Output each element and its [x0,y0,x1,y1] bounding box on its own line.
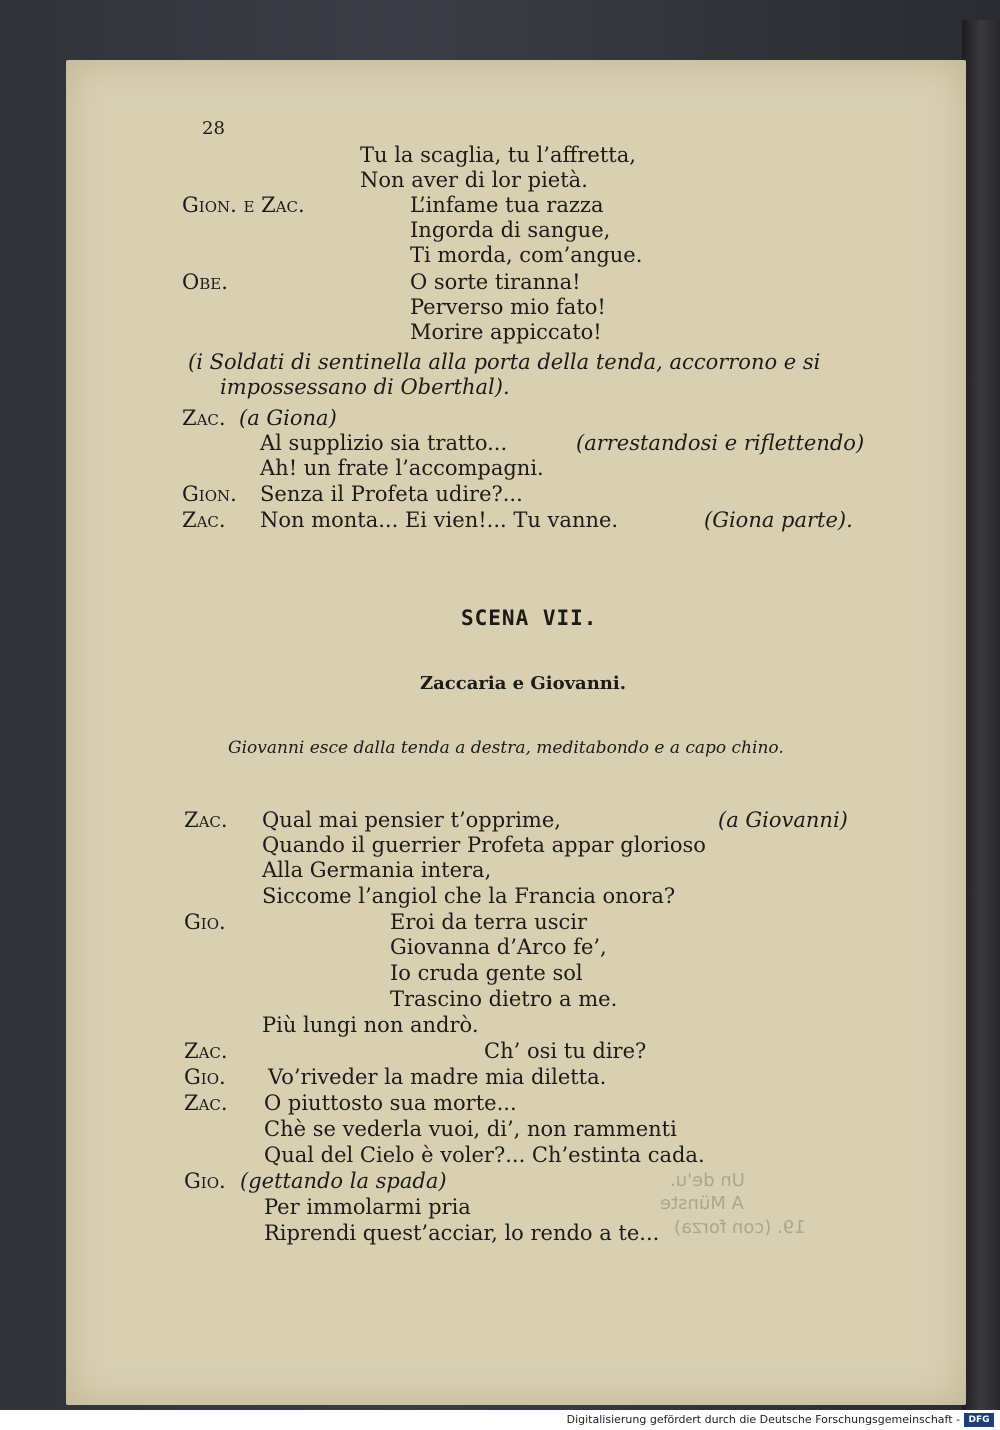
verse-line: Ti morda, com’angue. [410,243,643,267]
speaker-label: Gion. e Zac. [182,193,305,217]
dialog-line: Per immolarmi pria [264,1195,471,1219]
dialog-line: Al supplizio sia tratto... [260,431,508,455]
scene-persons: Zaccaria e Giovanni. [420,673,626,694]
stage-direction: impossessano di Oberthal). [220,375,510,399]
dialog-line: Qual del Cielo è voler?... Ch’estinta cada. [264,1143,705,1167]
dialog-line: (a Giona) [239,406,337,430]
dialog-line: (gettando la spada) [240,1169,447,1193]
page-number: 28 [202,118,225,139]
show-through-stamp-line: Un de'u. [670,1170,745,1191]
speaker-label: Zac. [184,1091,228,1115]
dialog-line: Senza il Profeta udire?... [260,482,523,506]
dialog-line: Più lungi non andrò. [262,1013,479,1037]
dialog-line: Ch’ osi tu dire? [484,1039,647,1063]
dialog-line: Trascino dietro a me. [390,987,618,1011]
dialog-line: Siccome l’angiol che la Francia onora? [262,884,676,908]
scene-title: SCENA VII. [461,606,598,630]
show-through-stamp-line: 19. (con forza) [674,1217,806,1238]
speaker-label: Zac. [184,1039,228,1063]
speaker-label: Gio. [184,1169,226,1193]
dialog-line: Eroi da terra uscir [390,910,587,934]
speaker-label: Zac. [182,406,226,430]
speaker-label: Gio. [184,910,226,934]
dialog-line: O piuttosto sua morte... [264,1091,517,1115]
dialog-line: Giovanna d’Arco fe’, [390,935,607,959]
dialog-line: Quando il guerrier Profeta appar glorioso [262,833,706,857]
dfg-logo: DFG [964,1413,994,1427]
aside-direction: (a Giovanni) [718,808,848,832]
book-page [66,60,966,1405]
show-through-stamp-line: A Münste [660,1193,744,1214]
verse-line: L’infame tua razza [410,193,604,217]
verse-line: Morire appiccato! [410,320,602,344]
dialog-line: Qual mai pensier t’opprime, [262,808,561,832]
dialog-line: Ah! un frate l’accompagni. [260,456,544,480]
speaker-label: Obe. [182,270,228,294]
verse-line: Tu la scaglia, tu l’affretta, [360,143,636,167]
dialog-line: Vo’riveder la madre mia diletta. [268,1065,607,1089]
verse-line: Ingorda di sangue, [410,218,611,242]
speaker-label: Gion. [182,482,237,506]
speaker-label: Gio. [184,1065,226,1089]
verse-line: O sorte tiranna! [410,270,581,294]
speaker-label: Zac. [184,808,228,832]
aside-direction: (arrestandosi e riflettendo) [576,431,865,455]
dialog-line: Chè se vederla vuoi, di’, non rammenti [264,1117,677,1141]
verse-line: Perverso mio fato! [410,295,606,319]
verse-line: Non aver di lor pietà. [360,168,588,192]
dialog-line: Io cruda gente sol [390,961,583,985]
speaker-label: Zac. [182,508,226,532]
dialog-line: Non monta... Ei vien!... Tu vanne. [260,508,619,532]
dialog-line: Riprendi quest’acciar, lo rendo a te... [264,1221,660,1245]
footer-bar [0,1410,1000,1430]
stage-direction: (i Soldati di sentinella alla porta della tenda, accorrono e si [188,350,821,374]
scene-direction: Giovanni esce dalla tenda a destra, meditabondo e a capo chino. [228,738,784,758]
book-spine [962,20,1000,1410]
aside-direction: (Giona parte). [704,508,853,532]
footer-credit: Digitalisierung gefördert durch die Deutsche Forschungsgemeinschaft - [566,1413,960,1426]
dialog-line: Alla Germania intera, [262,858,492,882]
